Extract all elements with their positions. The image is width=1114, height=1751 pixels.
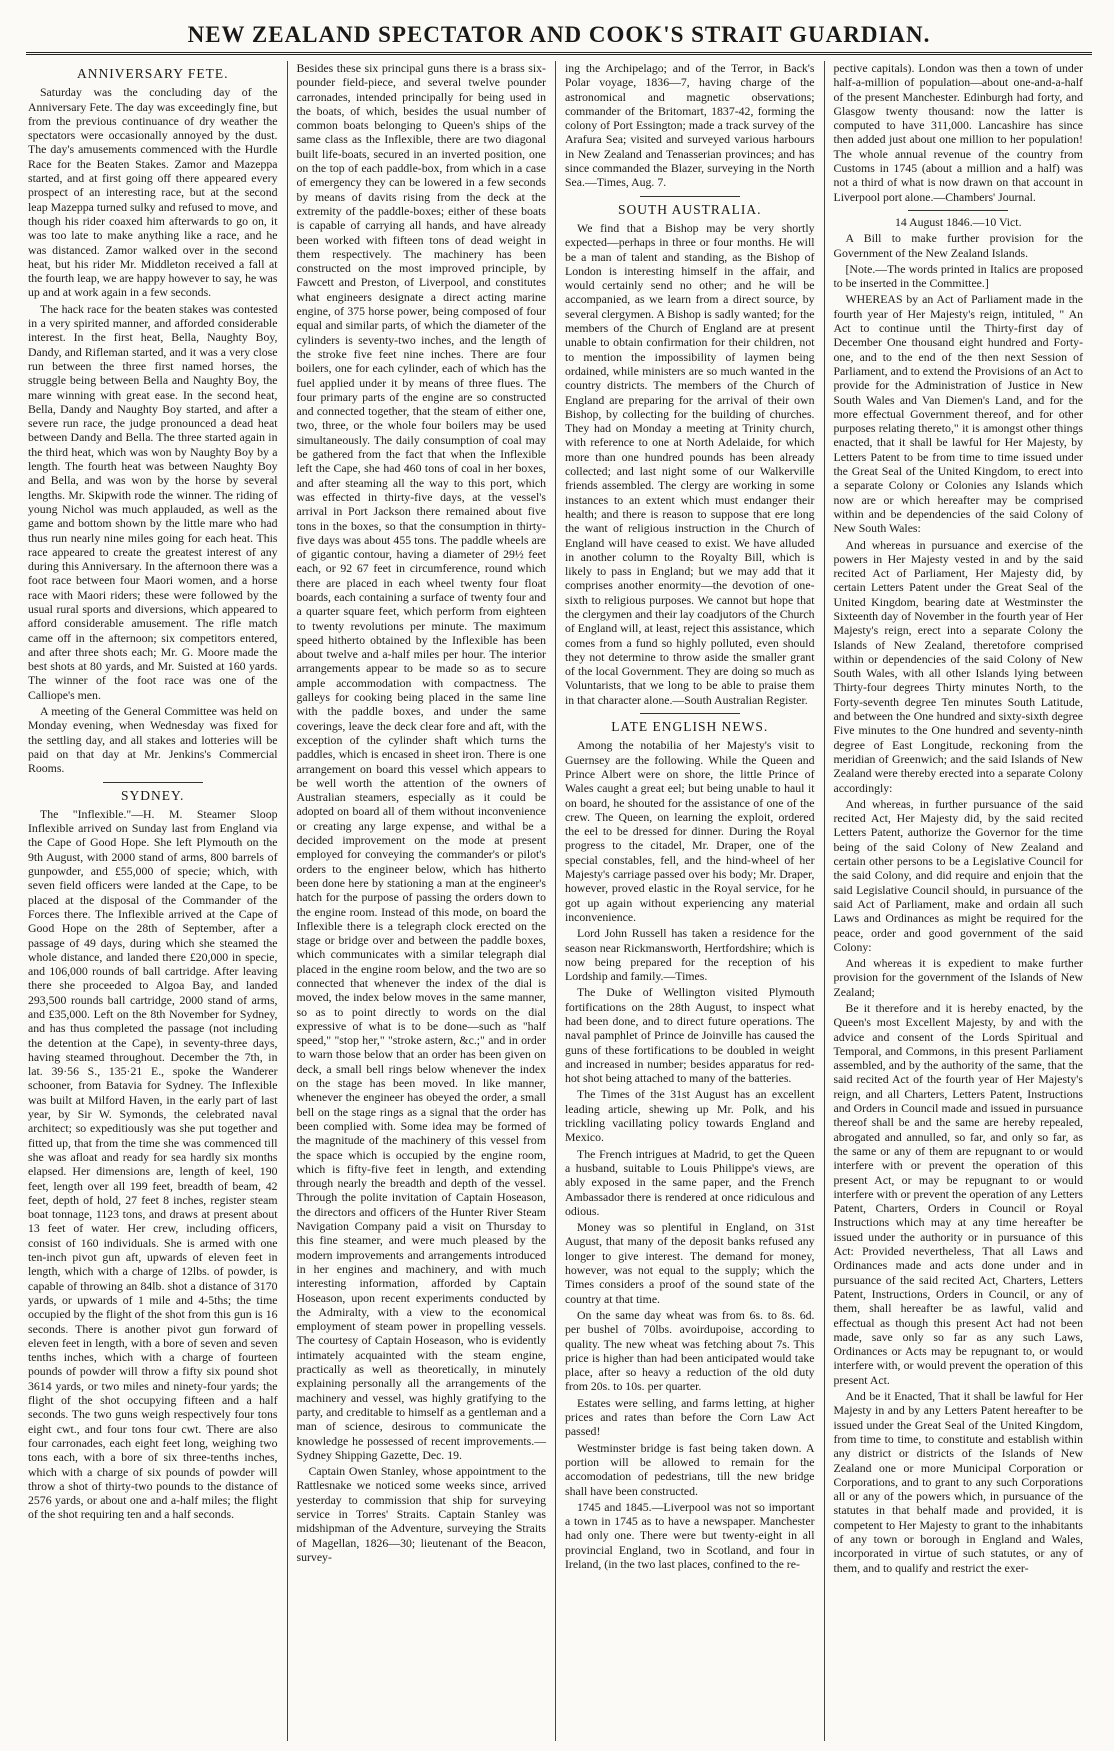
- south-australia-heading: SOUTH AUSTRALIA.: [617, 201, 762, 217]
- paragraph: And whereas in pursuance and exercise of the powers in Her Majesty vested in and by the said recited Act of Parliament, Her Majesty did, by certain Letters Patent under the Great Seal of the United Kingdom, bearing date at Westminster the Sixteenth day of November in the fourth year of Her Majesty's reign, erect into a separate Colony the Islands of New Zealand, theretofore comprised within or dependencies of the said Colony of New South Wales, with all other Islands lying between Thirty-four degrees Thirty minutes North, to the Forty-seventh degree Ten minutes South Latitude, and between the One hundred and sixty-sixth degree Five minutes to the One hundred and seventy-ninth degree of East Longitude, reckoning from the meridian of Greenwich; and the said Islands of New Zealand were thereby erected into a separate Colony accordingly:: [833, 537, 1083, 795]
- column-3: [556, 61, 825, 1741]
- late-english-news-heading: LATE ENGLISH NEWS.: [611, 719, 769, 735]
- paragraph: Westminster bridge is fast being taken down. A portion will be allowed to remain for the accomodation of pedestrians, till the new bridge shall have been constructed.: [565, 1440, 815, 1498]
- paragraph: pective capitals). London was then a town of under half-a-million of population—about one-and-a-half of the present Manchester. Edinburgh had forty, and Glasgow twenty thousand: now the latter is computed to have 311,000. Lancashire has since then added just about one million to her population! The whole annual revenue of the country from Customs in 1745 (about a million and a half) was not a third of what is now drawn on that account in Liverpool port alone.—Chambers' Journal.: [833, 61, 1083, 204]
- paragraph: WHEREAS by an Act of Parliament made in the fourth year of Her Majesty's reign, intituled, " An Act to continue until the Thirty-first day of December One thousand eight hundred and Forty-one, and to the end of the then next Session of Parliament, and to extend the Provisions of an Act to provide for the Administration of Justice in New South Wales and Van Diemen's Land, and for the more effectual Government thereof, and for other purposes relating thereto," it is amongst other things enacted, that it shall be lawful for Her Majesty, by Letters Patent to be from time to time issued under the Great Seal of the United Kingdom, to erect into a separate Colony or Colonies any Islands which now are or which hereafter may be comprised within and be dependencies of the said Colony of New South Wales:: [833, 292, 1083, 536]
- divider: [908, 210, 1008, 211]
- paragraph: Besides these six principal guns there is a brass six-pounder field-piece, and several twelve pounder carronades, intended principally for being used in the boats, of which, besides the usual number of common boats belonging to Queen's ships of the same class as the Inflexible, there are two diagonal built life-boats, secured in an inverted position, one on the top of each paddle-box, from which in a case of emergency they can be lowered in a few seconds by means of davits rising from the deck at the extremity of the paddle-boxes; either of these boats is capable of carrying all hands, and have already been worked with fifteen tons of dead weight in them respectively. The machinery has been constructed on the most improved principle, by Fawcett and Preston, of Liverpool, and constitutes what engineers designate a direct acting marine engine, of 375 horse power, being composed of four equal and similar parts, of which the diameter of the cylinders is seventy-two inches, and the length of the stroke five feet nine inches. There are four boilers, one for each cylinder, each of which has the fuel applied under it by means of three flues. The four primary parts of the engine are so constructed and connected together, that the steam of either one, two, three, or the whole four boilers may be used simultaneously. The daily consumption of coal may be gathered from the fact that when the Inflexible left the Cape, she had 460 tons of coal in her boxes, and after steaming all the way to this port, which was effected in thirty-five days, at the vessel's arrival in Port Jackson there remained about five tons in the boxes, so that the consumption in thirty-five days was about 455 tons. The paddle wheels are of gigantic contour, having a diameter of 29½ feet each, or 92 67 feet in circumference, round which there are placed in each wheel twenty four float boards, each containing a surface of twenty four and a quarter square feet, which perform from eighteen to twenty revolutions per minute. The maximum speed hitherto obtained by the Inflexible has been about twelve and a-half miles per hour. The interior arrangements appear to be made so as to secure ample accommodation with compactness. The galleys for cooking being placed in the same line with the paddle boxes, and under the same coverings, leave the deck clear fore and aft, with the exception of the cylinder shaft which turns the paddles, which is encased in sheet iron. There is one arrangement on board this vessel which appears to be well worth the attention of the owners of Australian steamers, especially as it could be adopted on board all of them without inconvenience or creating any large expense, and withal be a decided improvement on the mode at present employed for conveying the commander's or pilot's orders to the engineer below, which has hitherto been done here by stationing a man at the engineer's hatch for the purpose of passing the orders down to the engine room. Instead of this mode, on board the Inflexible there is a telegraph clock erected on the stage or bridge over and between the paddle boxes, which communicates with a similar telegraph dial placed in the engine room below, and the two are so connected that whenever the index of the dial is moved, the index below moves in the same manner, so as to point directly to words on the dial expressive of what is to be done—such as "half speed," "stop her," "stroke astern, &c.;" and in order to warn those below that an order has been given on deck, a small bell rings below whenever the index on the stage has been moved. In like manner, whenever the engineer has obeyed the order, a small bell on the stage rings as a signal that the order has been complied with. Some idea may be formed of the magnitude of the machinery of this vessel from the space which is occupied by the engine room, which is fifty-five feet in length, and extending through nearly the breadth and depth of the vessel. Through the polite invitation of Captain Hoseason, the directors and officers of the Hunter River Steam Navigation Company paid a visit on Thursday to this fine steamer, and were much pleased by the modern improvements and arrangements introduced in her engines and machinery, and with much interesting information, afforded by Captain Hoseason, upon recent experiments conducted by the Admiralty, with a view to the economical employment of steam power in propelling vessels. The courtesy of Captain Hoseason, who is evidently intimately acquainted with the steam engine, practically as well as theoretically, in minutely explaining personally all the arrangements of the machinery and vessel, was highly gratifying to the party, and creditable to himself as a gentleman and a man of science, desirous to communicate the knowledge he possessed of recent improvements.—Sydney Shipping Gazette, Dec. 19.: [296, 61, 546, 1462]
- paragraph: Among the notabilia of her Majesty's visit to Guernsey are the following. While the Queen and Prince Albert were on shore, the little Prince of Wales caught a great eel; but being unable to haul it on board, he shouted for the assistance of one of the crew. The Queen, on learning the exploit, ordered the eel to be dressed for dinner. During the Royal progress to the citadel, Mr. Draper, one of the special constables, fell, and the hind-wheel of her Majesty's carriage passed over his body; Mr. Draper, however, proved elastic in the Royal service, for he got up again without experiencing any material inconvenience.: [565, 738, 815, 924]
- paragraph: Lord John Russell has taken a residence for the season near Rickmansworth, Hertfordshire; which is now being prepared for the reception of his Lordship and family.—Times.: [565, 926, 815, 984]
- paragraph: The hack race for the beaten stakes was contested in a very spirited manner, and afforded considerable interest. In the first heat, Bella, Naughty Boy, Dandy, and Rifleman started, and it was a very close run between the three first named horses, the struggle being between Bella and Naughty Boy, the mare winning with great ease. In the second heat, Bella, Dandy and Naughty Boy started, and after a severe run race, the judge pronounced a dead heat between Dandy and Bella. The three started again in the third heat, which was won by Naughty Boy by a length. The fourth heat was between Naughty Boy and Bella, and was won by the horse by several lengths. Mr. Skipwith rode the winner. The riding of young Nichol was much applauded, as well as the game and bottom shown by the little mare who had thus run nearly nine miles going for each heat. This race appeared to create the greatest interest of any during this Anniversary. In the afternoon there was a foot race between four Maori women, and a horse race with Maori riders; these were followed by the usual rural sports and diversions, which appeared to afford considerable amusement. The rifle match came off in the afternoon; six competitors entered, and after three shots each; Mr. G. Moore made the best shots at 80 yards, and Mr. Suisted at 160 yards. The winner of the foot race was one of the Calliope's men.: [28, 301, 278, 702]
- paragraph: The Duke of Wellington visited Plymouth fortifications on the 28th August, to inspect what had been done, and to direct future operations. The naval pamphlet of Prince de Joinville has caused the guns of these fortifications to be doubled in weight and increased in number; besides apparatus for red-hot shot being attached to many of the batteries.: [565, 985, 815, 1086]
- divider: [103, 782, 203, 783]
- anniversary-heading: ANNIVERSARY FETE.: [76, 66, 229, 81]
- paragraph: Estates were selling, and farms letting, at higher prices and rates than before the Corn Law Act passed!: [565, 1395, 815, 1439]
- paragraph: ing the Archipelago; and of the Terror, in Back's Polar voyage, 1836—7, having charge of the astronomical and magnetic observations; commander of the Britomart, 1837-42, forming the colony of Port Essington; made a track survey of the Arafura Sea; visited and surveyed various harbours in New Zealand and Tenasserian provinces; and has since commanded the Blazer, surveying in the North Sea.—Times, Aug. 7.: [565, 61, 815, 190]
- paragraph: The French intrigues at Madrid, to get the Queen a husband, suitable to Louis Philippe's views, are ably exposed in the same paper, and the French Ambassador there is rendered at once ridiculous and odious.: [565, 1146, 815, 1218]
- columns: [26, 61, 1092, 1741]
- paragraph: On the same day wheat was from 6s. to 8s. 6d. per bushel of 70lbs. avoirdupoise, according to quality. The new wheat was fetching about 7s. This price is higher than had been anticipated would take place, after so heavy a reduction of the old duty from 20s. to 10s. per quarter.: [565, 1307, 815, 1394]
- paragraph: The "Inflexible."—H. M. Steamer Sloop Inflexible arrived on Sunday last from England via the Cape of Good Hope. She left Plymouth on the 9th August, with 2000 stand of arms, 800 barrels of gunpowder, and £55,000 of specie; which, with seven field officers were landed at the Cape, to be placed at the disposal of the Commander of the Forces there. The Inflexible arrived at the Cape of Good Hope on the 28th of September, after a passage of 49 days, during which she steamed the whole distance, and landed there £20,000 in specie, and 106,000 rounds of ball cartridge. After leaving there she proceeded to Algoa Bay, and landed 293,500 rounds ball cartridge, 2000 stand of arms, and £35,000. Left on the 8th November for Sydney, and has thus completed the passage (not including the detention at the Cape), in seventy-three days, having steamed throughout. December the 7th, in lat. 39·56 S., 135·21 E., spoke the Wanderer schooner, from Batavia for Sydney. The Inflexible was built at Milford Haven, in the early part of last year, by Sir W. Symonds, the celebrated naval architect; so expeditiously was she put together and fitted up, that from the time she was commenced till she was afloat and ready for sea hardly six months elapsed. Her dimensions are, length of keel, 190 feet, length over all 199 feet, breadth of beam, 42 feet, depth of hold, 27 feet 8 inches, register steam boat tonnage, 1123 tons, and draws at present about 13 feet of water. Her crew, including officers, consist of 160 individuals. She is armed with one ten-inch pivot gun aft, upwards of eleven feet in length, which with a charge of 12lbs. of powder, is capable of throwing an 84lb. shot a distance of 3170 yards, or upwards of 1 mile and 4-5ths; the time occupied by the flight of the shot from this gun is 16 seconds. There is another pivot gun forward of eleven feet in length, with a bore of seven and seven tenths inches, which with a charge of fourteen pounds of powder will throw a fifty six pound shot 3614 yards, or two miles and ninety-four yards; the flight of the shot occupying fifteen and a half seconds. The two guns weigh respectively four tons eight cwt., and four tons four cwt. There are also four carronades, each eight feet long, weighing two tons each, with a bore of six three-tenths inches, which with a charge of six pounds of powder will throw a shot of thirty-two pounds to the distance of 2576 yards, or about one and a-half miles; the flight of the shot requiring ten and a half seconds.: [28, 806, 278, 1522]
- paragraph: A meeting of the General Committee was held on Monday evening, when Wednesday was fixed for the settling day, and all stakes and lotteries will be paid on that day at Mr. Jenkins's Commercial Rooms.: [28, 704, 278, 776]
- paragraph: And whereas, in further pursuance of the said recited Act, Her Majesty did, by the said recited Letters Patent, authorize the Governor for the time being of the said Colony of New Zealand and certain other persons to be a Legislative Council for the said Colony, and did require and enjoin that the said Legislative Council should, in pursuance of the said Act of Parliament, make and ordain all such Laws and Ordinances as might be required for the peace, order and good government of the said Colony:: [833, 796, 1083, 954]
- masthead-title: NEW ZEALAND SPECTATOR AND COOK'S STRAIT GUARDIAN.: [26, 22, 1092, 55]
- column-2: [288, 61, 557, 1741]
- divider: [640, 196, 740, 197]
- divider: [640, 713, 740, 714]
- paragraph: Money was so plentiful in England, on 31st August, that many of the deposit banks refused any longer to give interest. The demand for money, however, was not equal to the supply; which the Times considers a proof of the sound state of the country at that time.: [565, 1220, 815, 1306]
- paragraph: And be it Enacted, That it shall be lawful for Her Majesty in and by any Letters Patent hereafter to be issued under the Great Seal of the United Kingdom, from time to time, to constitute and establish within any district or districts of the Islands of New Zealand one or more Municipal Corporation or Corporations, and to grant to any such Corporations all or any of the powers which, in pursuance of the statutes in that behalf made and provided, it is competent to Her Majesty to grant to the inhabitants of any town or borough in England and Wales, incorporated in virtue of such statutes, or any of them, and to qualify and restrict the exer-: [833, 1389, 1083, 1575]
- column-4: [825, 61, 1093, 1741]
- act-note: [Note.—The words printed in Italics are proposed to be inserted in the Committee.]: [833, 261, 1083, 291]
- act-date: 14 August 1846.—10 Vict.: [894, 214, 1022, 229]
- paragraph: Captain Owen Stanley, whose appointment to the Rattlesnake we noticed some weeks since, arrived yesterday to commission that ship for surveying service in Torres' Straits. Captain Stanley was midshipman of the Adventure, surveying the Straits of Magellan, 1826—30; lieutenant of the Beacon, survey-: [296, 1464, 546, 1564]
- sydney-heading: SYDNEY.: [121, 787, 185, 803]
- paragraph: And whereas it is expedient to make further provision for the government of the Islands of New Zealand;: [833, 956, 1083, 999]
- act-title: A Bill to make further provision for the Government of the New Zealand Islands.: [833, 231, 1083, 260]
- paragraph: Saturday was the concluding day of the Anniversary Fete. The day was exceedingly fine, but from the previous continuance of dry weather the spectators were occasionally annoyed by the dust. The day's amusements commenced with the Hurdle Race for the Beaten Stakes. Zamor and Mazeppa started, and at first going off there appeared every prospect of an interesting race, but at the second leap Mazeppa turned sulky and refused to move, and though his rider coaxed him afterwards to go on, it was too late to make anything like a race, and he was distanced. Zamor walked over in the second heat, but his rider Mr. Middleton received a fall at the fourth leap, we are happy however to say, he was up and at work again in a few seconds.: [28, 85, 278, 300]
- paragraph: 1745 and 1845.—Liverpool was not so important a town in 1745 as to have a newspaper. Manchester had only one. There were but twenty-eight in all provincial England, two in Scotland, and four in Ireland, (in the two last places, confined to the re-: [565, 1499, 815, 1571]
- paragraph: We find that a Bishop may be very shortly expected—perhaps in three or four months. He will be a man of talent and standing, as the Bishop of London is interesting himself in the affair, and would certainly send no other; and he will be accompanied, as we learn from a direct source, by several clergymen. A Bishop is sadly wanted; for the members of the Church of England are at present unable to obtain confirmation for their children, not to mention the impossibility of laymen being ordained, while ministers are so much wanted in the country districts. The members of the Church of England are preparing for the arrival of their own Bishop, by collecting for the building of churches. They had on Monday a meeting at Trinity church, with reference to one at North Adelaide, for which more than one hundred pounds has been already collected; and last night some of our Walkerville friends assembled. The clergy are working in some instances to an extent which must endanger their health; and there is reason to suppose that ere long the want of religious instruction in the Church of England will have ceased to exist. We have alluded in another column to the Royalty Bill, which is likely to pass in England; but we may add that it comprises another enormity—the devotion of one-sixth to religious purposes. We cannot but hope that the clergymen and their lay coadjutors of the Church of England will, at least, reject this assistance, which comes from a fund so highly polluted, even should they not determine to throw aside the smaller grant of the local Government. They are doing so much as Voluntarists, that we long to be able to praise them in that character alone.—South Australian Register.: [565, 220, 815, 707]
- paragraph: The Times of the 31st August has an excellent leading article, shewing up Mr. Polk, and his trickling vacillating policy towards England and Mexico.: [565, 1087, 815, 1145]
- paragraph: Be it therefore and it is hereby enacted, by the Queen's most Excellent Majesty, by and with the advice and consent of the Lords Spiritual and Temporal, and Commons, in this present Parliament assembled, and by the authority of the same, that the said recited Act of the fourth year of Her Majesty's reign, and all Charters, Letters Patent, Instructions and Orders in Council made and issued in pursuance thereof shall be and the same are hereby repealed, abrogated and annulled, so far, and only so far, as the same or any of them are repugnant to or would interfere with or prevent the operation of this present Act, or may be repugnant to or would interfere with or prevent the operation of any Letters Patent, Charters, Orders in Council or Royal Instructions which may at any time hereafter be issued under the authority or in pursuance of this Act: Provided nevertheless, That all Laws and Ordinances made and acts done under and in pursuance of the said recited Act, Charters, Letters Patent, Instructions, Orders in Council, or any of them, shall hereafter be as lawful, valid and effectual as though this present Act had not been made, save only so far as any such Laws, Ordinances or Acts may be repugnant to, or would interfere with, or would prevent the operation of this present Act.: [833, 1001, 1083, 1387]
- column-1: [26, 61, 288, 1741]
